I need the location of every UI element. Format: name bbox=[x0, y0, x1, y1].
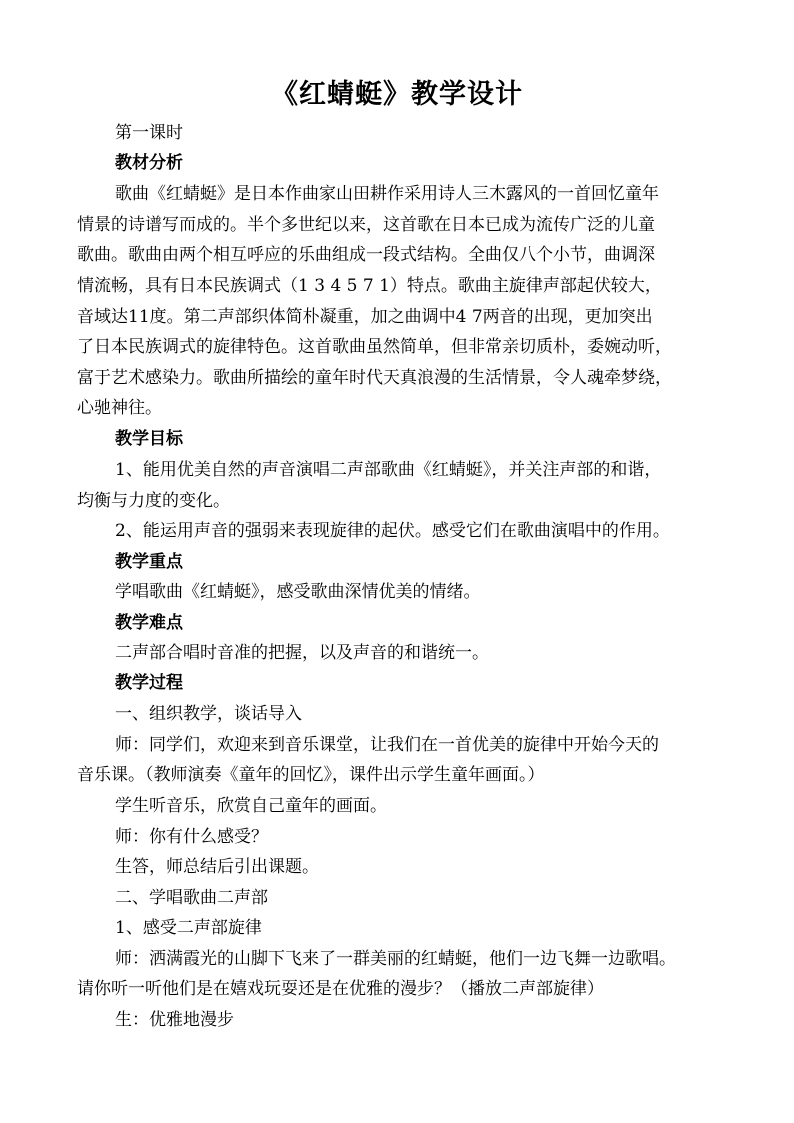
analysis-line: 歌曲《红蜻蜓》是日本作曲家山田耕作采用诗人三木露风的一首回忆童年 bbox=[115, 184, 659, 204]
process-line: 师：洒满霞光的山脚下飞来了一群美丽的红蜻蜓，他们一边飞舞一边歌唱。 bbox=[115, 949, 676, 969]
lesson-label: 第一课时 bbox=[115, 123, 183, 143]
process-line: 1、感受二声部旋律 bbox=[115, 918, 262, 938]
goals-heading: 教学目标 bbox=[115, 429, 183, 449]
goal-1-line-a: 1、能用优美自然的声音演唱二声部歌曲《红蜻蜓》，并关注声部的和谐， bbox=[115, 460, 662, 480]
analysis-heading: 教材分析 bbox=[115, 153, 183, 173]
process-line: 师：同学们，欢迎来到音乐课堂，让我们在一首优美的旋律中开始今天的 bbox=[115, 735, 659, 755]
key-text: 学唱歌曲《红蜻蜓》，感受歌曲深情优美的情绪。 bbox=[115, 582, 481, 602]
process-line: 音乐课。（教师演奏《童年的回忆》，课件出示学生童年画面。） bbox=[77, 765, 545, 785]
analysis-line: 了日本民族调式的旋律特色。这首歌曲虽然简单，但非常亲切质朴，委婉动听， bbox=[77, 337, 672, 357]
key-heading: 教学重点 bbox=[115, 552, 183, 572]
analysis-line: 情景的诗谱写而成的。半个多世纪以来，这首歌在日本已成为流传广泛的儿童 bbox=[77, 215, 655, 235]
process-heading: 教学过程 bbox=[115, 673, 183, 693]
process-line: 师：你有什么感受？ bbox=[115, 827, 268, 847]
analysis-line: 情流畅，具有日本民族调式（1 3 4 5 7 1）特点。歌曲主旋律声部起伏较大， bbox=[77, 276, 662, 296]
difficult-heading: 教学难点 bbox=[115, 613, 183, 633]
goal-2: 2、能运用声音的强弱来表现旋律的起伏。感受它们在歌曲演唱中的作用。 bbox=[115, 521, 670, 541]
process-line: 一、组织教学，谈话导入 bbox=[115, 704, 302, 724]
process-line: 二、学唱歌曲二声部 bbox=[115, 888, 268, 908]
analysis-line: 富于艺术感染力。歌曲所描绘的童年时代天真浪漫的生活情景，令人魂牵梦绕， bbox=[77, 368, 672, 388]
process-line: 请你听一听他们是在嬉戏玩耍还是在优雅的漫步？（播放二声部旋律） bbox=[77, 979, 604, 999]
analysis-line: 歌曲。歌曲由两个相互呼应的乐曲组成一段式结构。全曲仅八个小节，曲调深 bbox=[77, 245, 655, 265]
difficult-text: 二声部合唱时音准的把握，以及声音的和谐统一。 bbox=[115, 643, 489, 663]
process-line: 学生听音乐，欣赏自己童年的画面。 bbox=[115, 796, 387, 816]
process-line: 生：优雅地漫步 bbox=[115, 1010, 234, 1030]
analysis-line: 音域达11度。第二声部织体简朴凝重，加之曲调中4 7两音的出现，更加突出 bbox=[77, 307, 653, 327]
page-title: 《红蜻蜓》教学设计 bbox=[271, 79, 523, 110]
analysis-line: 心驰神往。 bbox=[77, 398, 162, 418]
process-line: 生答，师总结后引出课题。 bbox=[115, 857, 319, 877]
goal-1-line-b: 均衡与力度的变化。 bbox=[77, 491, 230, 511]
